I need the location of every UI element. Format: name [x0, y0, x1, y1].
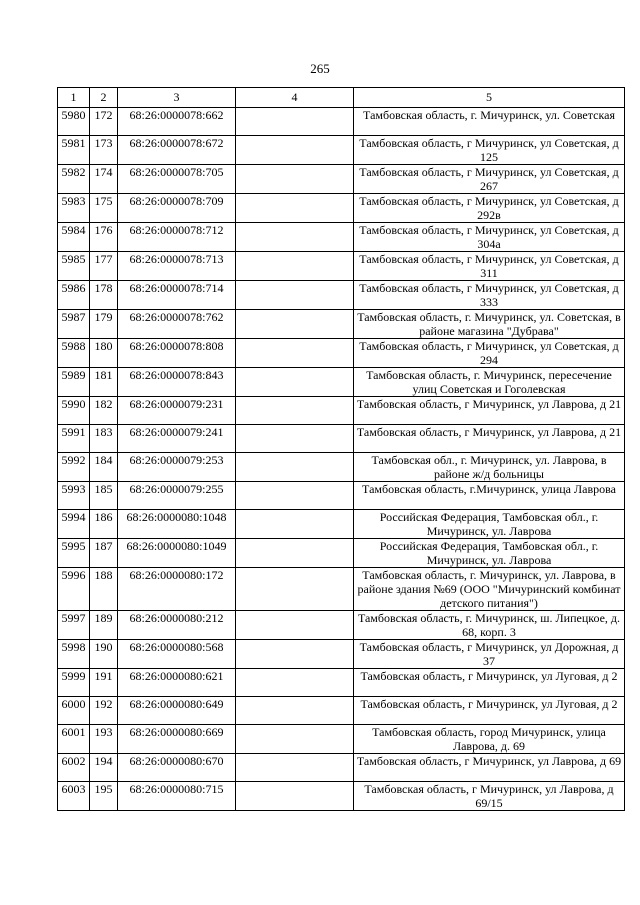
registry-table: [57, 87, 625, 811]
table-row: [58, 640, 625, 669]
empty-cell: [236, 568, 354, 611]
cadastral-number: 68:26:0000078:714: [118, 281, 236, 310]
table-row: [58, 252, 625, 281]
row-number: 5992: [58, 453, 90, 482]
table-row: [58, 611, 625, 640]
row-number: 5987: [58, 310, 90, 339]
cadastral-number: 68:26:0000080:670: [118, 754, 236, 782]
cadastral-number: 68:26:0000078:808: [118, 339, 236, 368]
item-index: 191: [90, 669, 118, 697]
cadastral-number: 68:26:0000078:762: [118, 310, 236, 339]
empty-cell: [236, 136, 354, 165]
cadastral-number: 68:26:0000078:705: [118, 165, 236, 194]
empty-cell: [236, 697, 354, 725]
address: Тамбовская область, г. Мичуринск, ул. Советская: [354, 108, 625, 136]
item-index: 175: [90, 194, 118, 223]
table-row: [58, 281, 625, 310]
item-index: 177: [90, 252, 118, 281]
row-number: 5981: [58, 136, 90, 165]
address: Тамбовская область, г. Мичуринск, ул. Лаврова, в районе здания №69 (ООО "Мичуринский комбинат детского питания"): [354, 568, 625, 611]
item-index: 194: [90, 754, 118, 782]
table-row: [58, 136, 625, 165]
item-index: 179: [90, 310, 118, 339]
cadastral-number: 68:26:0000080:1049: [118, 539, 236, 568]
address: Тамбовская область, г Мичуринск, ул Советская, д 311: [354, 252, 625, 281]
empty-cell: [236, 397, 354, 425]
table-row: [58, 339, 625, 368]
address: Тамбовская область, г. Мичуринск, ул. Советская, в районе магазина "Дубрава": [354, 310, 625, 339]
cadastral-number: 68:26:0000078:712: [118, 223, 236, 252]
item-index: 187: [90, 539, 118, 568]
address: Российская Федерация, Тамбовская обл., г. Мичуринск, ул. Лаврова: [354, 510, 625, 539]
cadastral-number: 68:26:0000080:669: [118, 725, 236, 754]
empty-cell: [236, 194, 354, 223]
cadastral-number: 68:26:0000080:568: [118, 640, 236, 669]
cadastral-number: 68:26:0000079:253: [118, 453, 236, 482]
empty-cell: [236, 611, 354, 640]
cadastral-number: 68:26:0000078:713: [118, 252, 236, 281]
table-row: [58, 194, 625, 223]
item-index: 173: [90, 136, 118, 165]
empty-cell: [236, 310, 354, 339]
address: Тамбовская обл., г. Мичуринск, ул. Лаврова, в районе ж/д больницы: [354, 453, 625, 482]
empty-cell: [236, 339, 354, 368]
table-row: [58, 568, 625, 611]
empty-cell: [236, 510, 354, 539]
item-index: 195: [90, 782, 118, 811]
row-number: 5983: [58, 194, 90, 223]
row-number: 5997: [58, 611, 90, 640]
cadastral-number: 68:26:0000078:843: [118, 368, 236, 397]
address: Тамбовская область, город Мичуринск, улица Лаврова, д. 69: [354, 725, 625, 754]
cadastral-number: 68:26:0000080:212: [118, 611, 236, 640]
address: Тамбовская область, г Мичуринск, ул Советская, д 292в: [354, 194, 625, 223]
address: Тамбовская область, г Мичуринск, ул Дорожная, д 37: [354, 640, 625, 669]
empty-cell: [236, 725, 354, 754]
column-header: 2: [90, 88, 118, 108]
table-row: [58, 725, 625, 754]
row-number: 5993: [58, 482, 90, 510]
row-number: 5995: [58, 539, 90, 568]
row-number: 5999: [58, 669, 90, 697]
row-number: 6003: [58, 782, 90, 811]
cadastral-number: 68:26:0000078:672: [118, 136, 236, 165]
cadastral-number: 68:26:0000080:715: [118, 782, 236, 811]
row-number: 6001: [58, 725, 90, 754]
empty-cell: [236, 453, 354, 482]
row-number: 5996: [58, 568, 90, 611]
item-index: 176: [90, 223, 118, 252]
table-row: [58, 510, 625, 539]
column-header: 3: [118, 88, 236, 108]
address: Тамбовская область, г. Мичуринск, пересечение улиц Советская и Гоголевская: [354, 368, 625, 397]
item-index: 172: [90, 108, 118, 136]
table-row: [58, 697, 625, 725]
item-index: 183: [90, 425, 118, 453]
item-index: 190: [90, 640, 118, 669]
item-index: 181: [90, 368, 118, 397]
item-index: 189: [90, 611, 118, 640]
cadastral-number: 68:26:0000080:172: [118, 568, 236, 611]
empty-cell: [236, 425, 354, 453]
table-row: [58, 539, 625, 568]
row-number: 6000: [58, 697, 90, 725]
row-number: 5980: [58, 108, 90, 136]
empty-cell: [236, 482, 354, 510]
row-number: 5989: [58, 368, 90, 397]
cadastral-number: 68:26:0000078:662: [118, 108, 236, 136]
address: Тамбовская область, г.Мичуринск, улица Лаврова: [354, 482, 625, 510]
row-number: 5982: [58, 165, 90, 194]
cadastral-number: 68:26:0000080:1048: [118, 510, 236, 539]
table-row: [58, 165, 625, 194]
table-row: [58, 782, 625, 811]
cadastral-number: 68:26:0000079:255: [118, 482, 236, 510]
item-index: 174: [90, 165, 118, 194]
empty-cell: [236, 108, 354, 136]
table-row: [58, 425, 625, 453]
item-index: 192: [90, 697, 118, 725]
empty-cell: [236, 539, 354, 568]
address: Тамбовская область, г Мичуринск, ул Советская, д 125: [354, 136, 625, 165]
item-index: 180: [90, 339, 118, 368]
table-row: [58, 310, 625, 339]
column-header: 4: [236, 88, 354, 108]
row-number: 5990: [58, 397, 90, 425]
header-row: [58, 88, 625, 108]
address: Тамбовская область, г Мичуринск, ул Советская, д 294: [354, 339, 625, 368]
cadastral-number: 68:26:0000079:231: [118, 397, 236, 425]
table-row: [58, 368, 625, 397]
row-number: 5988: [58, 339, 90, 368]
column-header: 5: [354, 88, 625, 108]
item-index: 188: [90, 568, 118, 611]
empty-cell: [236, 640, 354, 669]
row-number: 5986: [58, 281, 90, 310]
item-index: 193: [90, 725, 118, 754]
item-index: 186: [90, 510, 118, 539]
column-header: 1: [58, 88, 90, 108]
cadastral-number: 68:26:0000078:709: [118, 194, 236, 223]
page-number: 265: [310, 61, 330, 76]
address: Тамбовская область, г Мичуринск, ул Советская, д 267: [354, 165, 625, 194]
row-number: 5985: [58, 252, 90, 281]
table-row: [58, 108, 625, 136]
table-row: [58, 453, 625, 482]
item-index: 185: [90, 482, 118, 510]
item-index: 182: [90, 397, 118, 425]
address: Тамбовская область, г Мичуринск, ул Лаврова, д 21: [354, 397, 625, 425]
address: Российская Федерация, Тамбовская обл., г. Мичуринск, ул. Лаврова: [354, 539, 625, 568]
cadastral-number: 68:26:0000080:649: [118, 697, 236, 725]
empty-cell: [236, 281, 354, 310]
empty-cell: [236, 754, 354, 782]
empty-cell: [236, 223, 354, 252]
address: Тамбовская область, г Мичуринск, ул Лаврова, д 21: [354, 425, 625, 453]
table-row: [58, 223, 625, 252]
row-number: 5994: [58, 510, 90, 539]
address: Тамбовская область, г. Мичуринск, ш. Липецкое, д. 68, корп. 3: [354, 611, 625, 640]
table-row: [58, 669, 625, 697]
row-number: 6002: [58, 754, 90, 782]
empty-cell: [236, 782, 354, 811]
row-number: 5984: [58, 223, 90, 252]
address: Тамбовская область, г Мичуринск, ул Лаврова, д 69/15: [354, 782, 625, 811]
cadastral-number: 68:26:0000079:241: [118, 425, 236, 453]
address: Тамбовская область, г Мичуринск, ул Советская, д 304а: [354, 223, 625, 252]
table-row: [58, 397, 625, 425]
address: Тамбовская область, г Мичуринск, ул Луговая, д 2: [354, 669, 625, 697]
row-number: 5991: [58, 425, 90, 453]
table-row: [58, 754, 625, 782]
item-index: 178: [90, 281, 118, 310]
empty-cell: [236, 669, 354, 697]
address: Тамбовская область, г Мичуринск, ул Советская, д 333: [354, 281, 625, 310]
table-row: [58, 482, 625, 510]
row-number: 5998: [58, 640, 90, 669]
empty-cell: [236, 368, 354, 397]
cadastral-number: 68:26:0000080:621: [118, 669, 236, 697]
empty-cell: [236, 165, 354, 194]
address: Тамбовская область, г Мичуринск, ул Луговая, д 2: [354, 697, 625, 725]
item-index: 184: [90, 453, 118, 482]
empty-cell: [236, 252, 354, 281]
address: Тамбовская область, г Мичуринск, ул Лаврова, д 69: [354, 754, 625, 782]
